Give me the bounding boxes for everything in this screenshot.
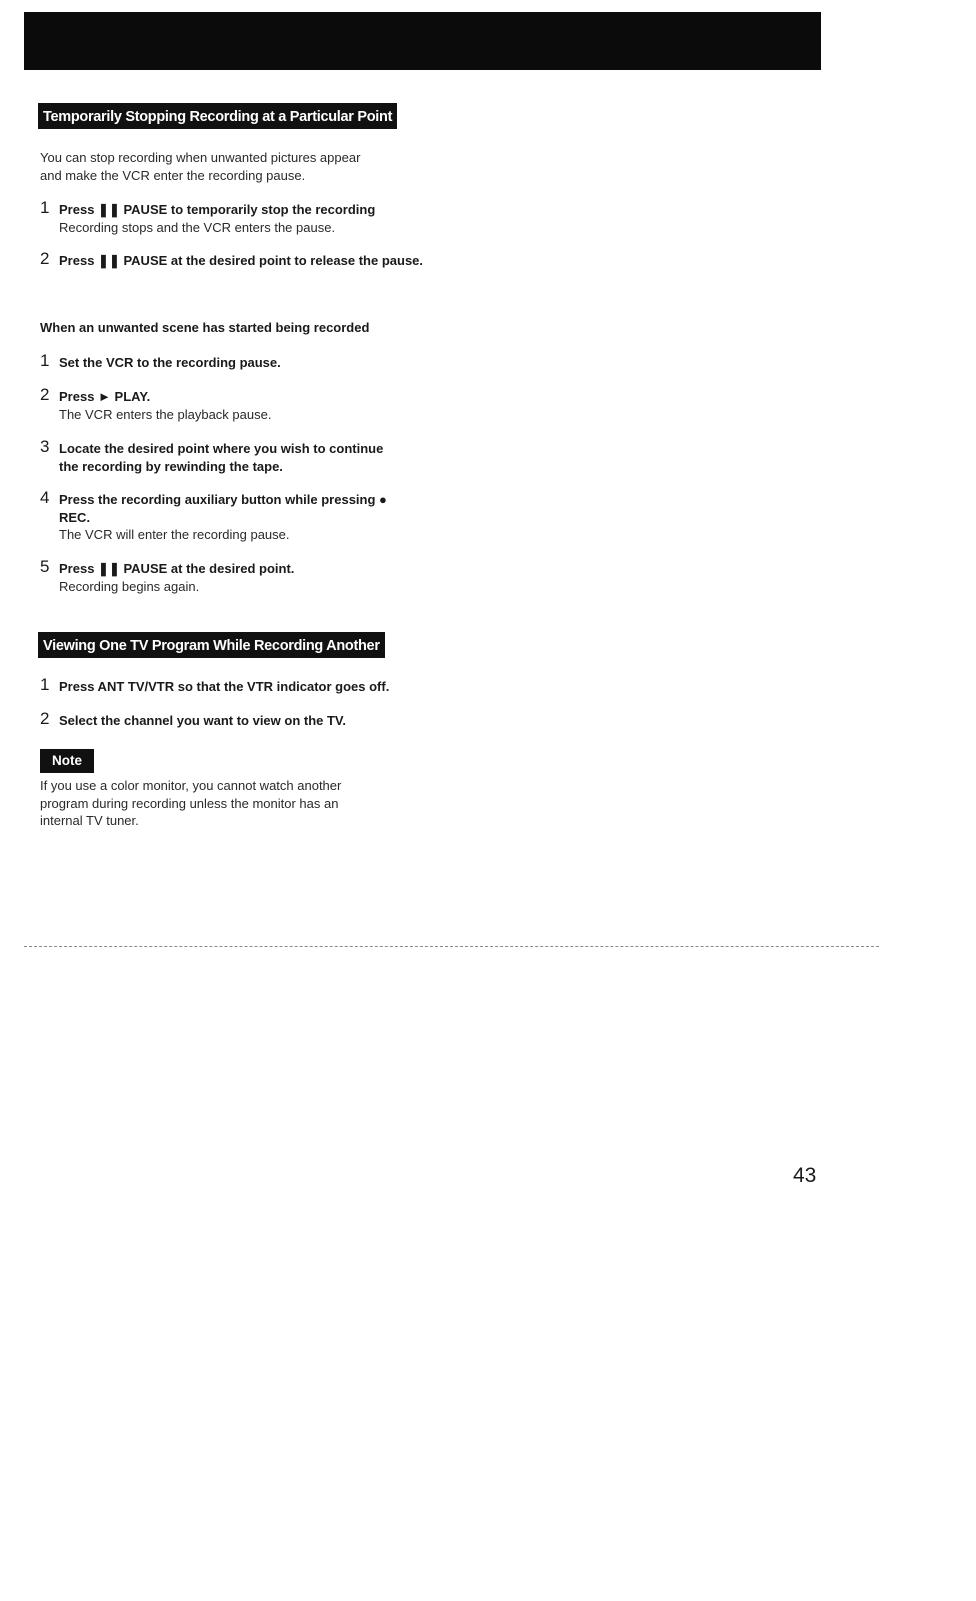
step-text-part: Press [59, 253, 99, 268]
step-description: The VCR enters the playback pause. [59, 406, 272, 422]
note-line: internal TV tuner. [40, 813, 139, 828]
step-text-part: Press [59, 561, 99, 576]
step-item [40, 488, 430, 544]
step-instruction [59, 560, 430, 578]
step-text-line: the recording by rewinding the tape. [59, 458, 283, 474]
step-text-part: Press [59, 389, 99, 404]
page-divider [24, 946, 879, 947]
step-text-line: Locate the desired point where you wish to continue [59, 441, 384, 456]
step-text-part: PAUSE at the desired point. [119, 561, 295, 576]
step-number: 2 [40, 249, 50, 268]
step-instruction: Set the VCR to the recording pause. [59, 355, 281, 370]
step-item [40, 385, 430, 423]
intro-line: You can stop recording when unwanted pictures appear [40, 150, 361, 165]
step-description: Recording stops and the VCR enters the pause. [59, 219, 336, 235]
section-title-stopping-recording: Temporarily Stopping Recording at a Particular Point [38, 103, 397, 129]
play-icon: ► [98, 389, 111, 404]
record-icon: ● [379, 492, 387, 507]
note-line: program during recording unless the monitor has an [40, 795, 339, 811]
step-item [40, 198, 430, 236]
note-line: If you use a color monitor, you cannot watch another [40, 778, 342, 793]
step-instruction [59, 440, 430, 475]
pause-icon: ❚❚ [98, 253, 120, 268]
step-number: 1 [40, 675, 50, 694]
step-number: 3 [40, 437, 50, 456]
pause-icon: ❚❚ [98, 561, 120, 576]
step-instruction [59, 491, 430, 526]
step-text-part: Press [59, 202, 99, 217]
intro-line: and make the VCR enter the recording pause. [40, 167, 306, 183]
step-description: The VCR will enter the recording pause. [59, 527, 290, 542]
step-instruction: Select the channel you want to view on the TV. [59, 713, 347, 728]
pause-icon: ❚❚ [98, 202, 120, 217]
step-description: Recording begins again. [59, 578, 200, 594]
header-bar [24, 12, 821, 70]
step-instruction: Press ANT TV/VTR so that the VTR indicator goes off. [59, 679, 390, 694]
step-number: 1 [40, 198, 50, 217]
step-number: 1 [40, 351, 50, 370]
step-item [40, 709, 430, 730]
step-item [40, 557, 430, 595]
step-item [40, 351, 430, 372]
page-number: 43 [793, 1164, 817, 1187]
step-instruction [59, 252, 460, 270]
step-text-line: REC. [59, 509, 91, 525]
step-number: 2 [40, 385, 50, 404]
step-instruction [59, 201, 430, 219]
note-label: Note [40, 749, 94, 773]
step-number: 5 [40, 557, 50, 576]
step-item [40, 675, 430, 696]
step-item [40, 437, 430, 475]
step-item [40, 249, 460, 270]
step-text-part: PLAY. [110, 389, 151, 404]
intro-paragraph [40, 149, 420, 184]
note-text [40, 777, 420, 830]
step-number: 2 [40, 709, 50, 728]
section-title-viewing-program: Viewing One TV Program While Recording Another [38, 632, 385, 658]
step-text-part: PAUSE at the desired point to release the pause. [119, 253, 424, 268]
subsection-heading: When an unwanted scene has started being recorded [40, 320, 370, 335]
step-number: 4 [40, 488, 50, 507]
step-instruction [59, 388, 430, 406]
step-text-part: Press the recording auxiliary button while pressing [59, 492, 380, 507]
step-text-part: PAUSE to temporarily stop the recording [119, 202, 376, 217]
